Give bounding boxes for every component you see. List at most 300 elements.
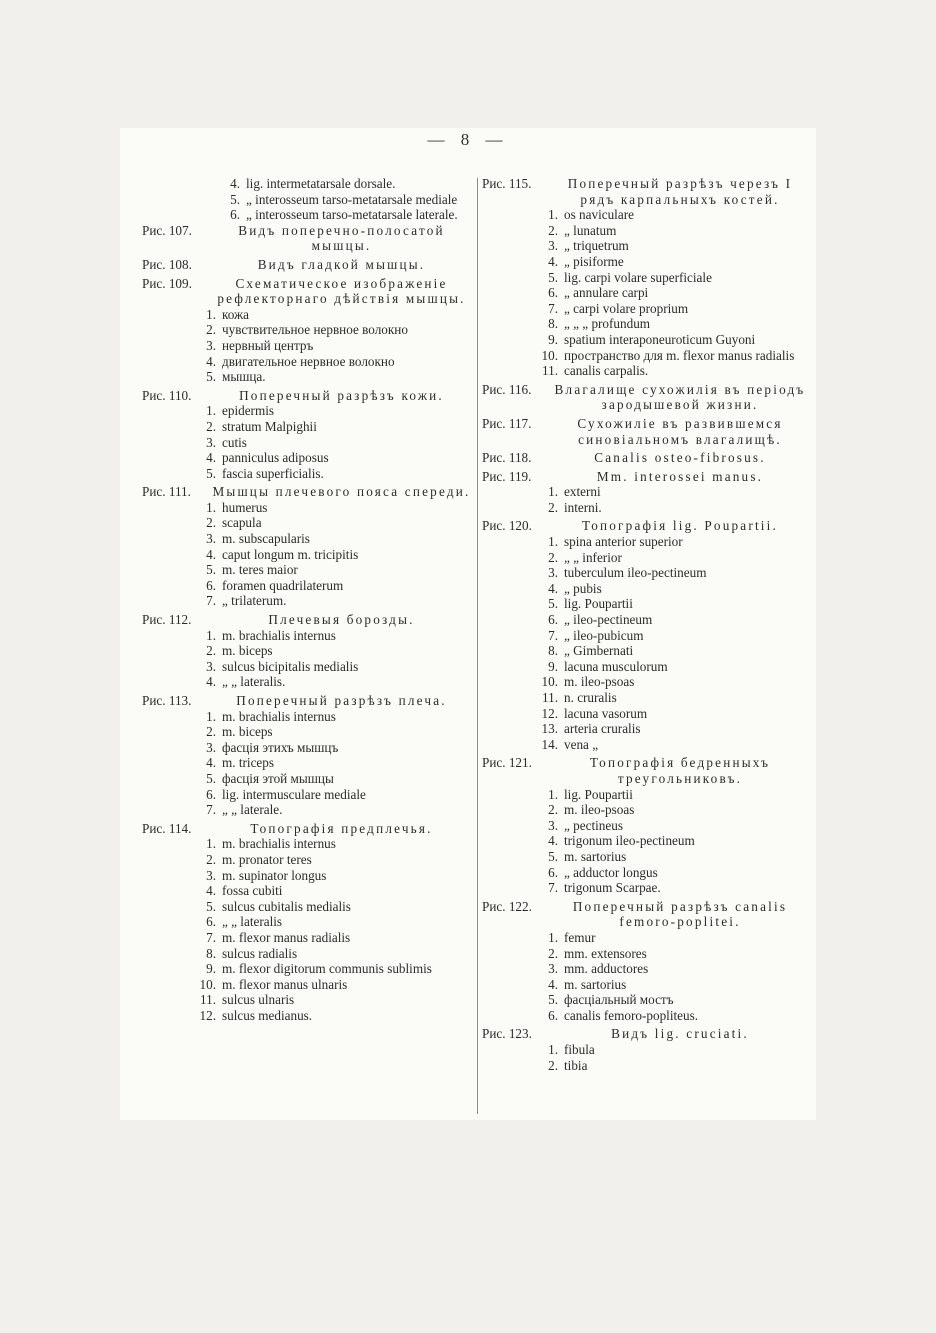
item-text: „ annulare carpi [564, 285, 649, 301]
item-number: 7. [206, 929, 216, 945]
item-text: „ interosseum tarso-metatarsale mediale [246, 191, 458, 207]
list-item [482, 238, 810, 254]
list-item [482, 737, 810, 753]
item-text: „ „ „ profundum [564, 316, 651, 332]
list-item [142, 338, 473, 354]
item-number: 11. [200, 992, 216, 1008]
figure-title: Топографія бедренныхъ треугольниковъ. [589, 755, 771, 786]
item-number: 1. [548, 929, 558, 945]
list-item [482, 348, 810, 364]
item-number: 3. [548, 238, 558, 254]
figure-heading [482, 382, 810, 413]
list-item [142, 515, 473, 531]
item-text: „ pisiforme [564, 253, 624, 269]
item-text: lacuna musculorum [564, 658, 668, 674]
item-number: 1. [206, 403, 216, 419]
list-item [482, 674, 810, 690]
figure-entry [482, 176, 810, 379]
item-number: 5. [230, 191, 240, 207]
item-text: canalis femoro-popliteus. [564, 1007, 699, 1023]
item-text: „ trilaterum. [222, 593, 287, 609]
figure-entry [482, 382, 810, 413]
item-number: 11. [542, 363, 558, 379]
figure-entry [482, 1026, 810, 1073]
figure-number: Рис. 113. [142, 693, 192, 708]
item-number: 2. [548, 945, 558, 961]
item-number: 2. [548, 1057, 558, 1073]
item-text: sulcus ulnaris [222, 992, 295, 1008]
figure-number: Рис. 118. [482, 450, 532, 466]
item-number: 1. [548, 207, 558, 223]
figure-title: Мышцы плечевого пояса спереди. [212, 484, 471, 500]
item-number: 6. [548, 612, 558, 628]
item-number: 1. [206, 499, 216, 515]
list-item [142, 500, 473, 516]
item-number: 6. [206, 577, 216, 593]
item-number: 2. [206, 851, 216, 867]
item-number: 3. [548, 961, 558, 977]
figure-number: Рис. 116. [482, 381, 532, 397]
item-text: нервный центръ [222, 337, 314, 353]
figure-legend [142, 628, 473, 690]
item-number: 9. [548, 331, 558, 347]
item-number: 1. [206, 836, 216, 852]
list-item [142, 450, 473, 466]
figure-number: Рис. 119. [482, 468, 532, 484]
item-number: 5. [206, 465, 216, 481]
item-number: 9. [206, 961, 216, 977]
item-text: vena „ [564, 736, 599, 752]
figure-number: Рис. 112. [142, 612, 192, 628]
list-item [142, 628, 473, 644]
item-number: 7. [548, 300, 558, 316]
list-item [142, 977, 473, 993]
list-item [482, 643, 810, 659]
figure-number: Рис. 109. [142, 275, 192, 291]
left-column [142, 176, 473, 1026]
list-item [142, 176, 473, 192]
figure-legend [482, 787, 810, 896]
list-item [482, 690, 810, 706]
list-item [142, 836, 473, 852]
figure-title: Поперечный разрѣзъ canalis femoro-poplitei. [572, 898, 788, 930]
item-number: 2. [206, 515, 216, 531]
item-text: „ pectineus [564, 817, 623, 833]
item-text: пространство для m. flexor manus radialis [564, 347, 795, 363]
item-text: фасція этихъ мышцъ [222, 739, 339, 755]
figure-entry [142, 821, 473, 1024]
item-text: „ „ lateralis. [222, 674, 286, 690]
item-number: 9. [548, 658, 558, 674]
item-number: 5. [206, 369, 216, 385]
item-number: 7. [548, 880, 558, 896]
item-text: panniculus adiposus [222, 450, 329, 466]
item-number: 3. [548, 565, 558, 581]
item-number: 10. [199, 976, 216, 992]
item-number: 8. [548, 316, 558, 332]
item-number: 5. [206, 770, 216, 786]
item-text: m. brachialis internus [222, 836, 336, 852]
item-text: „ Gimbernati [564, 643, 634, 659]
item-text: „ ileo-pubicum [564, 627, 644, 643]
figure-entry [142, 612, 473, 690]
item-number: 5. [206, 562, 216, 578]
item-text: „ adductor longus [564, 864, 658, 880]
figure-title: Сухожиліе въ развившемся синовіальномъ влагалищѣ. [577, 415, 783, 447]
list-item [142, 531, 473, 547]
figure-number: Рис. 114. [142, 820, 192, 836]
list-item [482, 550, 810, 566]
item-text: m. pronator teres [222, 851, 312, 867]
item-number: 7. [206, 593, 216, 609]
figure-heading [482, 416, 810, 447]
item-number: 14. [541, 736, 558, 752]
list-item [142, 883, 473, 899]
list-item [142, 674, 473, 690]
figure-entry [482, 518, 810, 752]
figure-heading [482, 755, 810, 786]
figure-entry [142, 257, 473, 273]
list-item [482, 961, 810, 977]
figure-legend [142, 709, 473, 818]
list-item [142, 403, 473, 419]
item-number: 4. [548, 580, 558, 596]
item-text: cutis [222, 434, 247, 450]
item-number: 2. [206, 418, 216, 434]
item-number: 4. [206, 546, 216, 562]
list-item [482, 207, 810, 223]
item-text: „ triquetrum [564, 238, 629, 254]
list-item [482, 865, 810, 881]
item-text: чувствительное нервное волокно [222, 322, 408, 338]
figure-title: Влагалище сухожилія въ періодъ зародышевой жизни. [554, 381, 806, 413]
item-text: „ „ laterale. [222, 802, 283, 818]
item-text: m. teres maior [222, 562, 298, 578]
list-item [142, 771, 473, 787]
item-text: lig. intermusculare mediale [222, 786, 366, 802]
figure-heading [482, 518, 810, 534]
item-text: „ carpi volare proprium [564, 300, 689, 316]
item-text: фасціальный мостъ [564, 992, 674, 1008]
list-item [482, 565, 810, 581]
item-number: 2. [548, 499, 558, 515]
item-text: fossa cubiti [222, 883, 283, 899]
item-number: 1. [206, 306, 216, 322]
item-text: „ „ inferior [564, 549, 622, 565]
figure-number: Рис. 115. [482, 176, 532, 191]
item-number: 7. [206, 802, 216, 818]
figure-entry [482, 416, 810, 447]
item-text: sulcus medianus. [222, 1007, 313, 1023]
figure-heading [142, 257, 473, 273]
list-item [142, 307, 473, 323]
list-item [142, 207, 473, 223]
list-item [482, 484, 810, 500]
item-text: m. triceps [222, 755, 275, 771]
figure-heading [142, 223, 473, 254]
item-number: 6. [548, 864, 558, 880]
item-text: tibia [564, 1057, 588, 1073]
item-number: 12. [541, 705, 558, 721]
list-item [142, 354, 473, 370]
item-number: 6. [206, 786, 216, 802]
item-number: 3. [206, 658, 216, 674]
list-item [482, 659, 810, 675]
item-number: 6. [230, 207, 240, 223]
item-text: trigonum ileo-pectineum [564, 833, 695, 849]
figure-heading [482, 450, 810, 466]
document-page [120, 128, 816, 1120]
figure-title: Видъ гладкой мышцы. [257, 256, 426, 272]
figure-heading [482, 176, 810, 207]
list-item [482, 500, 810, 516]
item-text: interni. [564, 499, 602, 515]
list-item [482, 849, 810, 865]
item-number: 3. [206, 337, 216, 353]
list-item [142, 562, 473, 578]
figure-number: Рис. 121. [482, 755, 532, 771]
item-text: фасція этой мышцы [222, 770, 334, 786]
item-text: mm. adductores [564, 961, 649, 977]
item-number: 1. [206, 627, 216, 643]
item-text: trigonum Scarpae. [564, 880, 661, 896]
item-number: 5. [548, 596, 558, 612]
figure-number: Рис. 120. [482, 518, 532, 534]
list-item [482, 285, 810, 301]
list-item [482, 332, 810, 348]
item-text: „ ileo-pectineum [564, 612, 653, 628]
list-item [482, 787, 810, 803]
item-text: lig. carpi volare superficiale [564, 269, 712, 285]
item-text: fibula [564, 1042, 595, 1058]
right-column [482, 176, 810, 1076]
item-text: spina anterior superior [564, 534, 683, 550]
item-number: 4. [206, 674, 216, 690]
item-text: m. flexor manus radialis [222, 929, 351, 945]
item-number: 6. [206, 914, 216, 930]
list-item [482, 596, 810, 612]
figure-legend [482, 930, 810, 1024]
figure-legend [482, 1042, 810, 1073]
figure-legend [482, 534, 810, 752]
figure-title: Видъ поперечно-полосатой мышцы. [238, 222, 445, 254]
item-text: „ „ lateralis [222, 914, 283, 930]
item-number: 3. [206, 739, 216, 755]
item-text: fascia superficialis. [222, 465, 324, 481]
item-number: 8. [548, 643, 558, 659]
figure-number: Рис. 117. [482, 415, 532, 431]
figure-entry [142, 223, 473, 254]
list-item [482, 946, 810, 962]
figure-legend [482, 207, 810, 379]
item-number: 3. [206, 867, 216, 883]
item-text: m. ileo-psoas [564, 674, 635, 690]
figure-legend [142, 836, 473, 1023]
figure-entry [482, 450, 810, 466]
list-item [482, 316, 810, 332]
item-text: двигательное нервное волокно [222, 353, 395, 369]
item-text: spatium interaponeuroticum Guyoni [564, 331, 756, 347]
list-item [142, 724, 473, 740]
list-item [142, 868, 473, 884]
item-text: „ lunatum [564, 222, 617, 238]
figure-entry [142, 276, 473, 385]
figure-legend [142, 307, 473, 385]
item-text: lig. intermetatarsale dorsale. [246, 176, 396, 191]
figure-heading [482, 899, 810, 930]
list-item [142, 593, 473, 609]
item-number: 1. [548, 534, 558, 550]
list-item [142, 435, 473, 451]
list-item [142, 961, 473, 977]
figure-list-left [142, 223, 473, 1024]
list-item [482, 612, 810, 628]
item-text: caput longum m. tricipitis [222, 546, 359, 562]
figure-heading [142, 276, 473, 307]
item-number: 12. [199, 1007, 216, 1023]
item-text: „ pubis [564, 580, 602, 596]
list-item [142, 192, 473, 208]
item-number: 1. [206, 708, 216, 724]
figure-heading [142, 388, 473, 404]
item-text: „ interosseum tarso-metatarsale laterale. [246, 207, 458, 223]
item-text: m. flexor digitorum communis sublimis [222, 961, 432, 977]
list-item [482, 977, 810, 993]
list-item [482, 270, 810, 286]
item-text: кожа [222, 306, 249, 322]
item-number: 3. [206, 434, 216, 450]
item-text: sulcus bicipitalis medialis [222, 658, 359, 674]
figure-number: Рис. 110. [142, 387, 192, 403]
figure-entry [142, 484, 473, 609]
item-text: lig. Poupartii [564, 596, 633, 612]
list-item [142, 740, 473, 756]
list-item [482, 802, 810, 818]
item-text: lig. Poupartii [564, 786, 633, 802]
figure-number: Рис. 107. [142, 222, 192, 238]
item-number: 1. [548, 1042, 558, 1058]
column-divider [477, 178, 478, 1114]
figure-title: Поперечный разрѣзъ кожи. [239, 387, 444, 403]
item-number: 5. [206, 898, 216, 914]
list-item [142, 578, 473, 594]
figure-number: Рис. 108. [142, 256, 192, 272]
item-number: 4. [548, 253, 558, 269]
item-text: m. sartorius [564, 848, 627, 864]
item-text: arteria cruralis [564, 721, 641, 737]
item-number: 2. [206, 322, 216, 338]
list-item [142, 802, 473, 818]
list-item [142, 419, 473, 435]
figure-heading [142, 821, 473, 837]
item-number: 5. [548, 269, 558, 285]
list-item [142, 1008, 473, 1024]
item-text: mm. extensores [564, 945, 647, 961]
figure-title: Плечевыя борозды. [268, 612, 415, 628]
figure-heading [142, 484, 473, 500]
list-item [142, 643, 473, 659]
item-number: 10. [541, 674, 558, 690]
list-item [482, 833, 810, 849]
item-number: 2. [548, 549, 558, 565]
item-text: m. subscapularis [222, 531, 310, 547]
figure-list-right [482, 176, 810, 1073]
item-text: scapula [222, 515, 262, 531]
list-item [482, 534, 810, 550]
figure-number: Рис. 122. [482, 898, 532, 914]
list-item [142, 899, 473, 915]
item-number: 4. [548, 976, 558, 992]
item-text: m. brachialis internus [222, 627, 336, 643]
list-item [142, 852, 473, 868]
list-item [482, 301, 810, 317]
list-item [482, 930, 810, 946]
item-number: 3. [548, 817, 558, 833]
figure-number: Рис. 111. [142, 484, 191, 500]
item-number: 4. [206, 353, 216, 369]
item-text: m. biceps [222, 643, 273, 659]
list-item [482, 363, 810, 379]
list-item [142, 930, 473, 946]
figure-title: Видъ lig. cruciati. [611, 1026, 749, 1042]
list-item [142, 992, 473, 1008]
figure-title: Mm. interossei manus. [596, 468, 764, 484]
item-text: n. cruralis [564, 690, 617, 705]
figure-entry [482, 899, 810, 1024]
item-text: foramen quadrilaterum [222, 577, 344, 593]
item-number: 4. [206, 883, 216, 899]
figure-legend [142, 403, 473, 481]
figure-legend [142, 500, 473, 609]
figure-title: Поперечный разрѣзъ плеча. [236, 693, 447, 708]
item-text: sulcus radialis [222, 945, 298, 961]
item-text: m. biceps [222, 724, 273, 740]
item-text: lacuna vasorum [564, 705, 648, 721]
list-item [482, 880, 810, 896]
item-number: 2. [548, 222, 558, 238]
item-number: 13. [541, 721, 558, 737]
list-item [142, 755, 473, 771]
item-text: m. brachialis internus [222, 708, 336, 724]
figure-heading [482, 1026, 810, 1042]
item-text: stratum Malpighii [222, 418, 317, 434]
list-item [142, 322, 473, 338]
item-text: m. supinator longus [222, 867, 327, 883]
item-text: femur [564, 929, 596, 945]
item-text: m. sartorius [564, 976, 627, 992]
page-number: — 8 — [427, 130, 509, 149]
item-text: sulcus cubitalis medialis [222, 898, 351, 914]
list-item [482, 581, 810, 597]
list-item [142, 466, 473, 482]
item-text: os naviculare [564, 207, 634, 223]
list-item [482, 992, 810, 1008]
continued-items [142, 176, 473, 223]
item-number: 5. [548, 992, 558, 1008]
item-number: 4. [548, 833, 558, 849]
list-item [482, 1058, 810, 1074]
list-item [142, 787, 473, 803]
item-number: 2. [206, 724, 216, 740]
item-text: m. ileo-psoas [564, 802, 635, 818]
item-number: 6. [548, 1007, 558, 1023]
item-text: tuberculum ileo-pectineum [564, 565, 707, 581]
item-text: m. flexor manus ulnaris [222, 976, 348, 992]
list-item [482, 818, 810, 834]
item-number: 2. [206, 643, 216, 659]
list-item [482, 706, 810, 722]
figure-title: Топографія предплечья. [250, 820, 433, 836]
